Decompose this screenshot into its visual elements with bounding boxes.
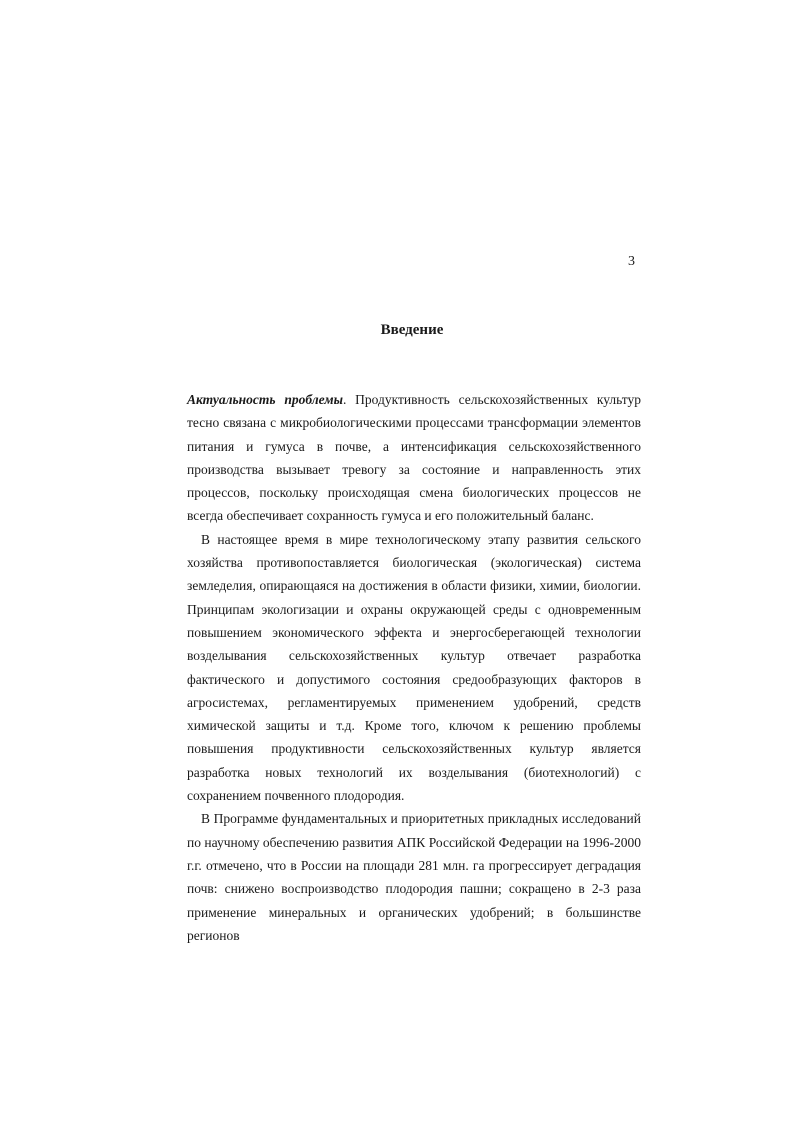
paragraph-biological-farming: В настоящее время в мире технологическому этапу развития сельского хозяйства противопоставляется биологическая (экологическая) система земледелия, опирающаяся на достижения в области физики, химии, биологии. Принципам экологизации и охраны окружающей среды с одновременным повышением экономического эффекта и энергосберегающей технологии возделывания сельскохозяйственных культур отвечает разработка фактического и допустимого состояния средообразующих факторов в агросистемах, регламентируемых применением удобрений, средств химической защиты и т.д. Кроме того, ключом к решению проблемы повышения продуктивности сельскохозяйственных культур является разработка новых технологий их возделывания (биотехнологий) с сохранением почвенного плодородия. [187,531,641,804]
paragraph-program: В Программе фундаментальных и приоритетных прикладных исследований по научному обеспечению развития АПК Российской Федерации на 1996-2000 г.г. отмечено, что в России на площади 281 млн. га прогрессирует деградация почв: снижено воспроизводство плодородия пашни; сокращено в 2-3 раза применение минеральных и органических удобрений; в большинстве регионов [187,811,641,943]
page-number: 3 [628,254,635,269]
body-text [187,388,641,947]
paragraph-lead-emphasis: Актуальность проблемы [187,392,343,407]
section-heading: Введение [380,322,444,338]
paragraph-relevance [187,388,641,528]
paragraph-text: . Продуктивность сельскохозяйственных культур тесно связана с микробиологическими процессами трансформации элементов питания и гумуса в почве, а интенсификация сельскохозяйственного производства вызывает тревогу за состояние и направленность этих процессов, поскольку происходящая смена биологических процессов не всегда обеспечивает сохранность гумуса и его положительный баланс. [187,392,641,524]
